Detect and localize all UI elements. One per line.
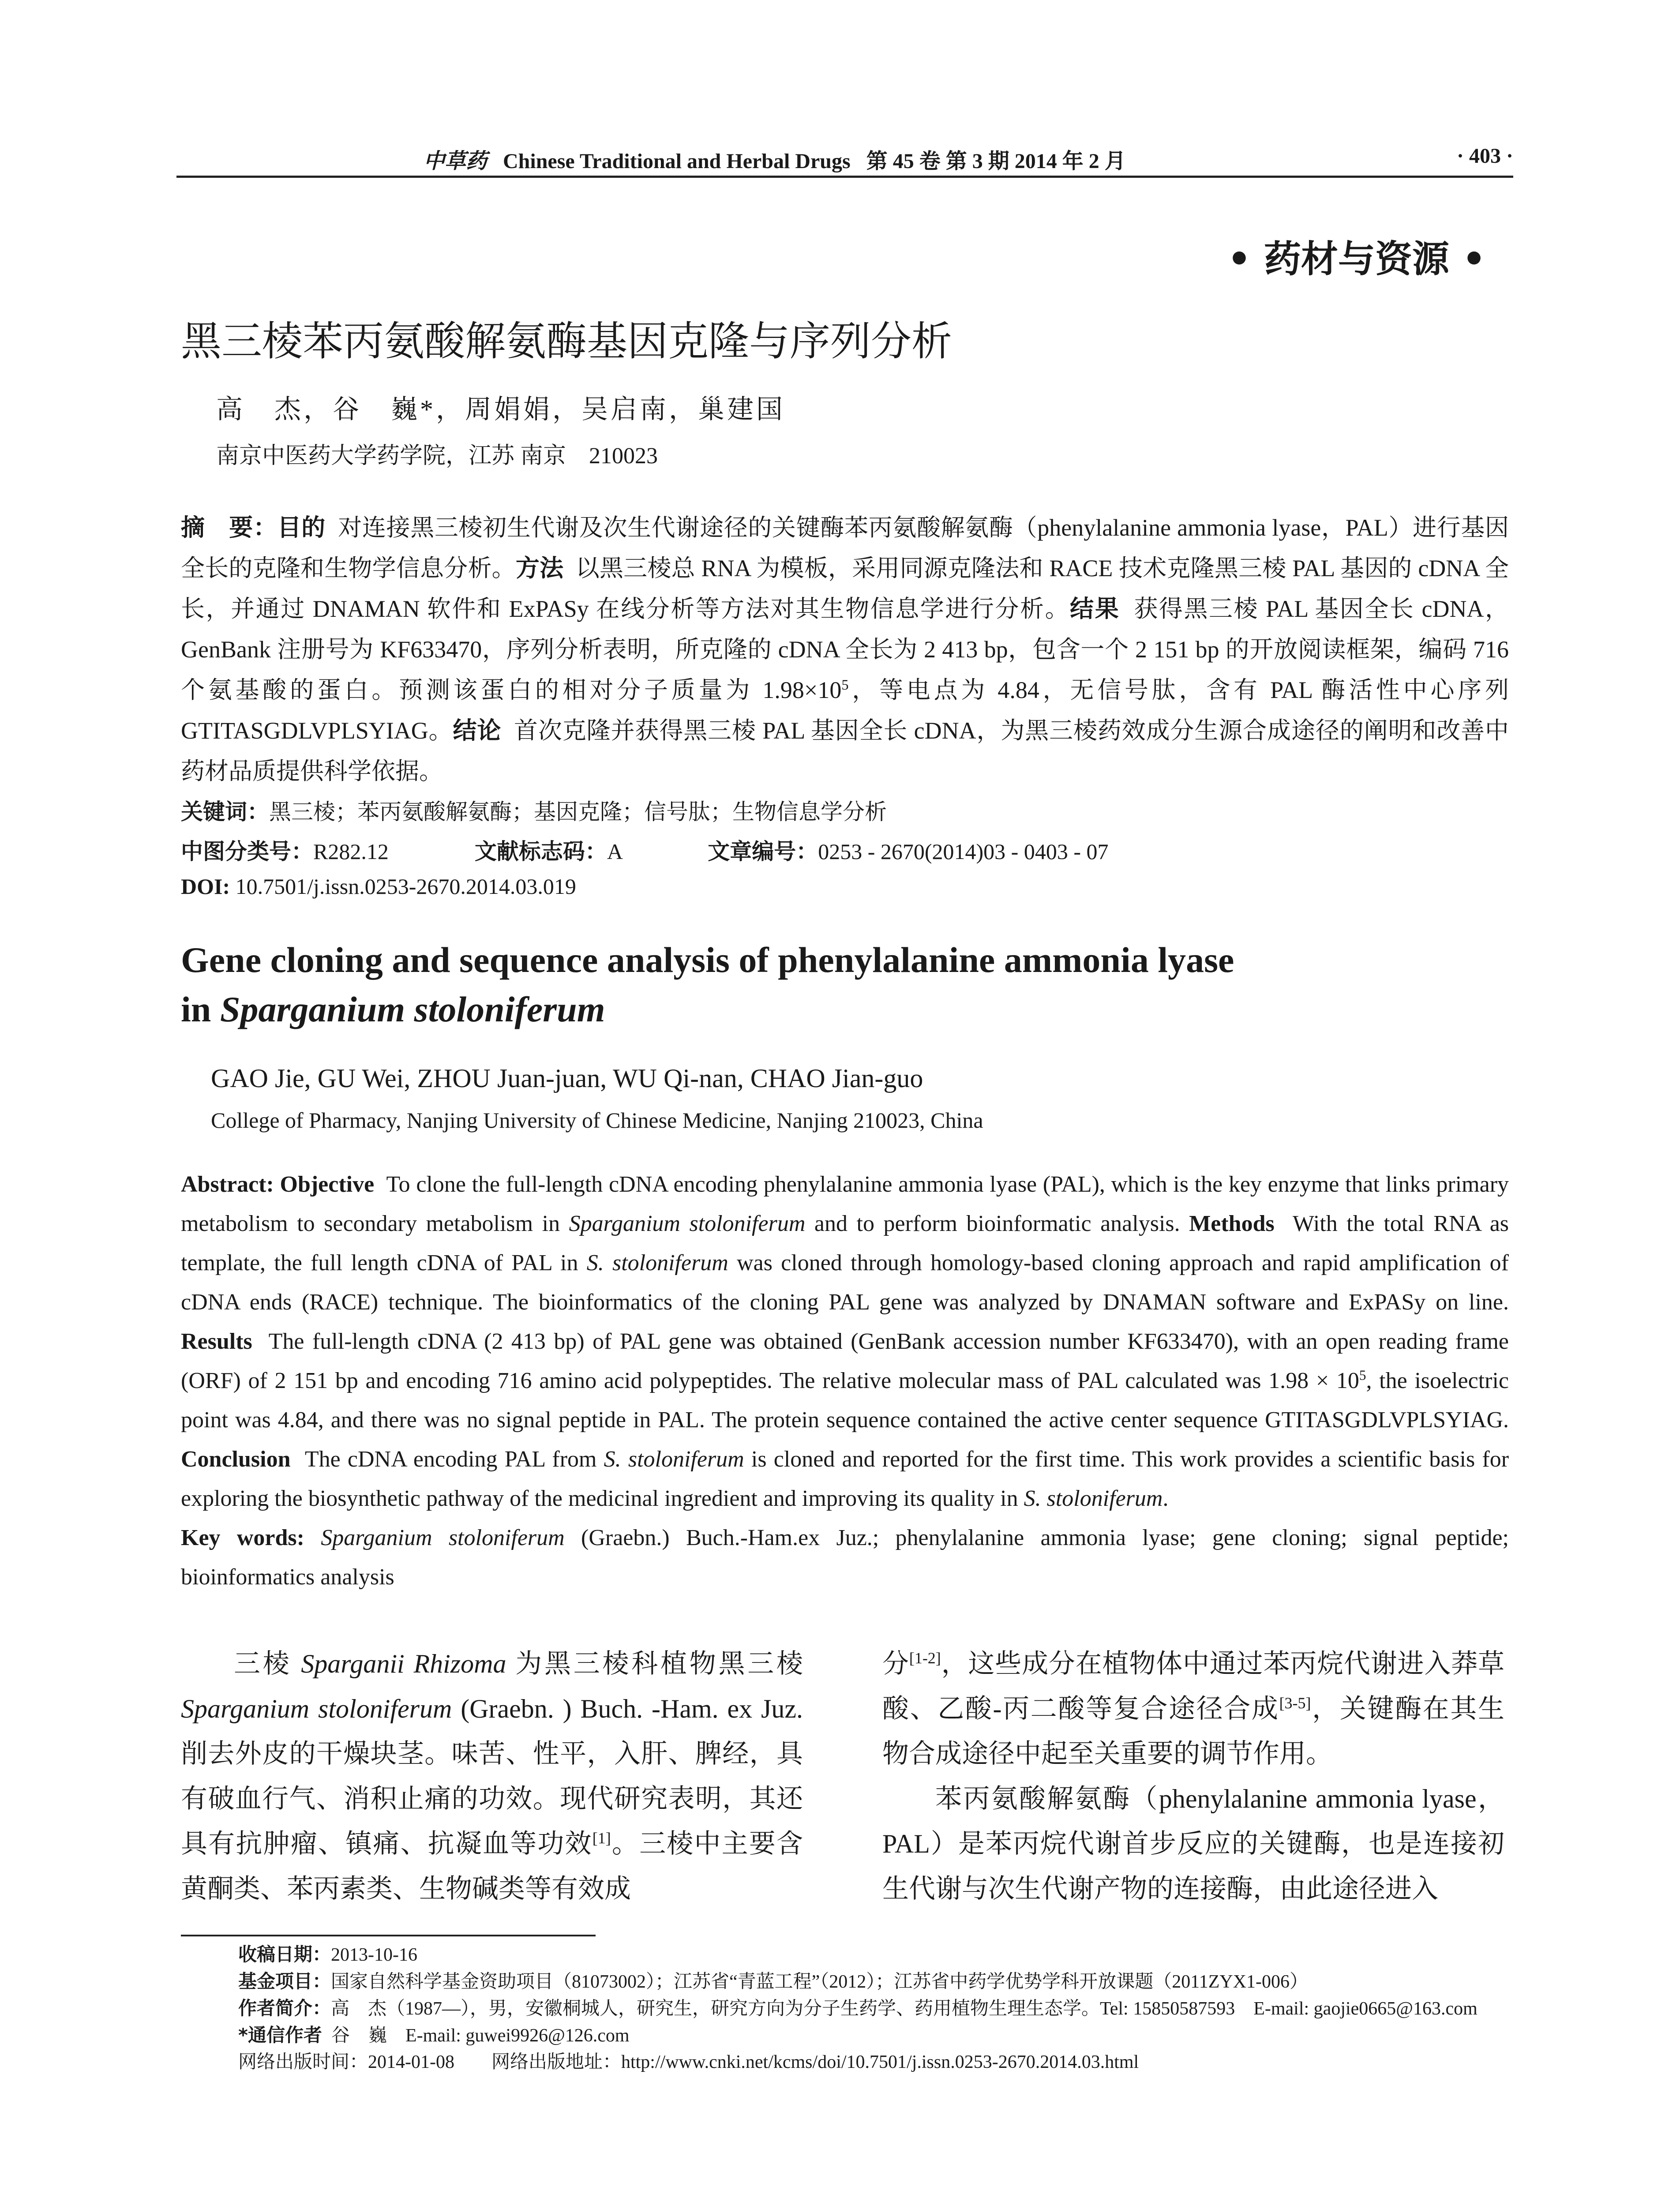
objective-text-en-2: and to perform bioinformatic analysis. (805, 1211, 1180, 1236)
journal-name-cn: 中草药 (424, 149, 488, 173)
keywords-text-en: (Graebn.) Buch.-Ham.ex Juz.; phenylalanine ammonia lyase; gene cloning; signal peptide; bioinformatics analysis (181, 1525, 1509, 1590)
citation-ref[interactable]: [3-5] (1279, 1694, 1311, 1712)
objective-text-en: To clone the full-length cDNA encoding phenylalanine ammonia lyase (PAL), which is the key enzyme that links primary metabolism to secondary metabolism in (181, 1172, 1509, 1236)
footnote-online: 网络出版时间：2014-01-08 网络出版地址：http://www.cnki.net/kcms/doi/10.7501/j.issn.0253-2670.2014.03.html (238, 2052, 1139, 2072)
title-en-species: Sparganium stoloniferum (220, 989, 605, 1029)
body-paragraph-2 (882, 1641, 1504, 1776)
footnotes (238, 1941, 1478, 2075)
page-number: · 403 · (1456, 144, 1513, 168)
keywords-label-en: Key words: (181, 1525, 304, 1550)
title-en-line2 (181, 985, 1509, 1034)
methods-text-en: With the total RNA as template, the full length cDNA of PAL in (181, 1211, 1509, 1276)
conclusion-text-cn: 首次克隆并获得黑三棱 PAL 基因全长 cDNA，为黑三棱药效成分生源合成途径的阐明和改善中药材品质提供科学依据。 (181, 717, 1509, 784)
species-name: Sparganium stoloniferum (569, 1211, 806, 1236)
doc-code-value: A (607, 839, 622, 864)
doi-value[interactable]: 10.7501/j.issn.0253-2670.2014.03.019 (235, 874, 576, 899)
species-name: S. stoloniferum (586, 1250, 728, 1276)
methods-label-cn: 方法 (515, 554, 564, 582)
affiliation-en: College of Pharmacy, Nanjing University of Chinese Medicine, Nanjing 210023, China (211, 1108, 983, 1133)
clc-value: R282.12 (313, 839, 389, 864)
results-text-cn: 获得黑三棱 PAL 基因全长 cDNA，GenBank 注册号为 KF633470，序列分析表明，所克隆的 cDNA 全长为 2 413 bp，包含一个 2 151 bp 的开放阅读框架，编码 716 个氨基酸的蛋白。预测该蛋白的相对分子质量为 1.98×10 (181, 596, 1509, 703)
authors-cn: 高 杰，谷 巍*，周娟娟，吴启南，巢建国 (216, 395, 785, 424)
conclusion-text-en: The cDNA encoding PAL from (304, 1447, 604, 1472)
abstract-en (181, 1165, 1509, 1597)
citation-ref[interactable]: [1-2] (909, 1649, 941, 1667)
clc-label: 中图分类号： (181, 839, 313, 864)
journal-citation (424, 144, 1126, 174)
results-sup-en: 5 (1359, 1367, 1366, 1383)
conclusion-text-en-3: . (1162, 1486, 1169, 1511)
objective-label-cn: 目的 (277, 514, 326, 541)
section-tag: • 药材与资源 • (1227, 237, 1486, 281)
article-no-value: 0253 - 2670(2014)03 - 0403 - 07 (818, 839, 1109, 864)
body-column-right (882, 1641, 1504, 1911)
title-en-prefix: in (181, 989, 220, 1029)
results-label-cn: 结果 (1070, 595, 1120, 623)
methods-text-en-2: was cloned through homology-based cloning approach and rapid amplification of cDNA ends (RACE) technique. The bioinformatics of the cloning PAL gene was analyzed by DNAMAN software and ExPASy on line. (181, 1250, 1509, 1315)
species-name: S. stoloniferum (604, 1447, 744, 1472)
doc-code-label: 文献标志码： (474, 839, 607, 864)
footnote-corresponding (238, 2022, 1478, 2049)
footnote-text: 谷 巍 E-mail: guwei9926@126.com (331, 2026, 630, 2046)
body-text: (Graebn. ) Buch. -Ham. ex Juz. 削去外皮的干燥块茎。味苦、性平，入肝、脾经，具有破血行气、消积止痛的功效。现代研究表明，其还具有抗肿瘤、镇痛、抗凝血等功效 (181, 1694, 803, 1858)
keywords-cn (181, 794, 887, 826)
objective-text-cn: 对连接黑三棱初生代谢及次生代谢途径的关键酶苯丙氨酸解氨酶（phenylalanine ammonia lyase，PAL）进行基因全长的克隆和生物学信息分析。 (181, 514, 1509, 582)
methods-label-en: Methods (1189, 1211, 1275, 1236)
conclusion-text-en-2: is cloned and reported for the first time. This work provides a scientific basis for exploring the biosynthetic pathway of the medicinal ingredient and improving its quality in (181, 1447, 1509, 1511)
body-paragraph-1 (181, 1641, 803, 1911)
running-header (176, 140, 1513, 178)
keywords-label-cn: 关键词： (181, 799, 269, 825)
footnote-text: 高 杰（1987—），男，安徽桐城人，研究生，研究方向为分子生药学、药用植物生理生态学。Tel: 15850587593 E-mail: gaojie0665@163.com (331, 1999, 1478, 2019)
title-en-line1: Gene cloning and sequence analysis of phenylalanine ammonia lyase (181, 940, 1234, 980)
conclusion-label-en: Conclusion (181, 1447, 291, 1472)
results-text-en-2: , the isoelectric point was 4.84, and there was no signal peptide in PAL. The protein sequence contained the active center sequence GTITASGDLVPLSYIAG. (181, 1368, 1509, 1433)
abstract-cn (181, 507, 1509, 792)
footnote-label: 收稿日期： (238, 1943, 331, 1965)
keywords-text-cn: 黑三棱；苯丙氨酸解氨酶；基因克隆；信号肽；生物信息学分析 (269, 799, 887, 824)
methods-text-cn: 以黑三棱总 RNA 为模板，采用同源克隆法和 RACE 技术克隆黑三棱 PAL 基因的 cDNA 全长，并通过 DNAMAN 软件和 ExPASy 在线分析等方法对其生物信息学进行分析。 (181, 555, 1509, 622)
body-paragraph-3: 苯丙氨酸解氨酶（phenylalanine ammonia lyase，PAL）是苯丙烷代谢首步反应的关键酶，也是连接初生代谢与次生代谢产物的连接酶，由此途径进入 (882, 1784, 1504, 1903)
title-en (181, 935, 1509, 1034)
classification-line (181, 834, 1108, 866)
body-text: 三棱 (234, 1649, 301, 1678)
issue-info: 第 45 卷 第 3 期 2014 年 2 月 (866, 150, 1126, 173)
results-sup-cn: 5 (841, 677, 849, 693)
body-text: ，关键酶在其生物合成途径中起至关重要的调节作用。 (882, 1694, 1505, 1768)
footnote-label: 基金项目： (238, 1970, 331, 1992)
results-text-cn-2: ，等电点为 4.84，无信号肽，含有 PAL 酶活性中心序列 GTITASGDLVPLSYIAG。 (181, 677, 1509, 744)
affiliation-cn: 南京中医药大学药学院，江苏 南京 210023 (216, 443, 658, 469)
results-label-en: Results (181, 1329, 252, 1354)
title-cn: 黑三棱苯丙氨酸解氨酶基因克隆与序列分析 (181, 318, 952, 365)
authors-en: GAO Jie, GU Wei, ZHOU Juan-juan, WU Qi-nan, CHAO Jian-guo (211, 1064, 923, 1093)
keywords-species-en: Sparganium stoloniferum (321, 1525, 565, 1550)
footnote-divider (181, 1935, 596, 1936)
drug-name: Sparganii Rhizoma (301, 1649, 506, 1678)
objective-label-en: Objective (280, 1172, 375, 1197)
citation-ref[interactable]: [1] (592, 1829, 611, 1847)
results-text-en: The full-length cDNA (2 413 bp) of PAL gene was obtained (GenBank accession number KF633470), with an open reading frame (ORF) of 2 151 bp and encoding 716 amino acid polypeptides. The relative molecular mass of PAL calculated was 1.98 × 10 (181, 1329, 1509, 1393)
body-text: 为黑三棱科植物黑三棱 (506, 1649, 803, 1678)
footnote-received (238, 1941, 1478, 1968)
footnote-text: 2013-10-16 (331, 1945, 417, 1965)
conclusion-label-cn: 结论 (453, 717, 502, 744)
doi-line (181, 874, 576, 899)
species-name: S. stoloniferum (1024, 1486, 1163, 1511)
body-text: ，这些成分在植物体中通过苯丙烷代谢进入莽草酸、乙酸-丙二酸等复合途径合成 (882, 1649, 1505, 1723)
body-column-left (181, 1641, 803, 1911)
body-text: 分 (882, 1649, 909, 1678)
footnote-author (238, 1995, 1478, 2022)
footnote-label: 作者简介： (238, 1997, 331, 2019)
journal-name-en: Chinese Traditional and Herbal Drugs (503, 150, 851, 173)
abstract-label-cn: 摘 要： (181, 514, 278, 541)
article-no-label: 文章编号： (708, 839, 818, 864)
footnote-text: 国家自然科学基金资助项目（81073002）；江苏省“青蓝工程”（2012）；江苏省中药学优势学科开放课题（2011ZYX1-006） (331, 1972, 1309, 1992)
footnote-fund (238, 1968, 1478, 1995)
doi-label: DOI: (181, 874, 230, 899)
species-name: Sparganium stoloniferum (181, 1694, 452, 1723)
footnote-label: *通信作者 (238, 2024, 322, 2046)
abstract-label-en: Abstract: (181, 1172, 274, 1197)
body-text: 。三棱中主要含黄酮类、苯丙素类、生物碱类等有效成 (181, 1829, 803, 1903)
